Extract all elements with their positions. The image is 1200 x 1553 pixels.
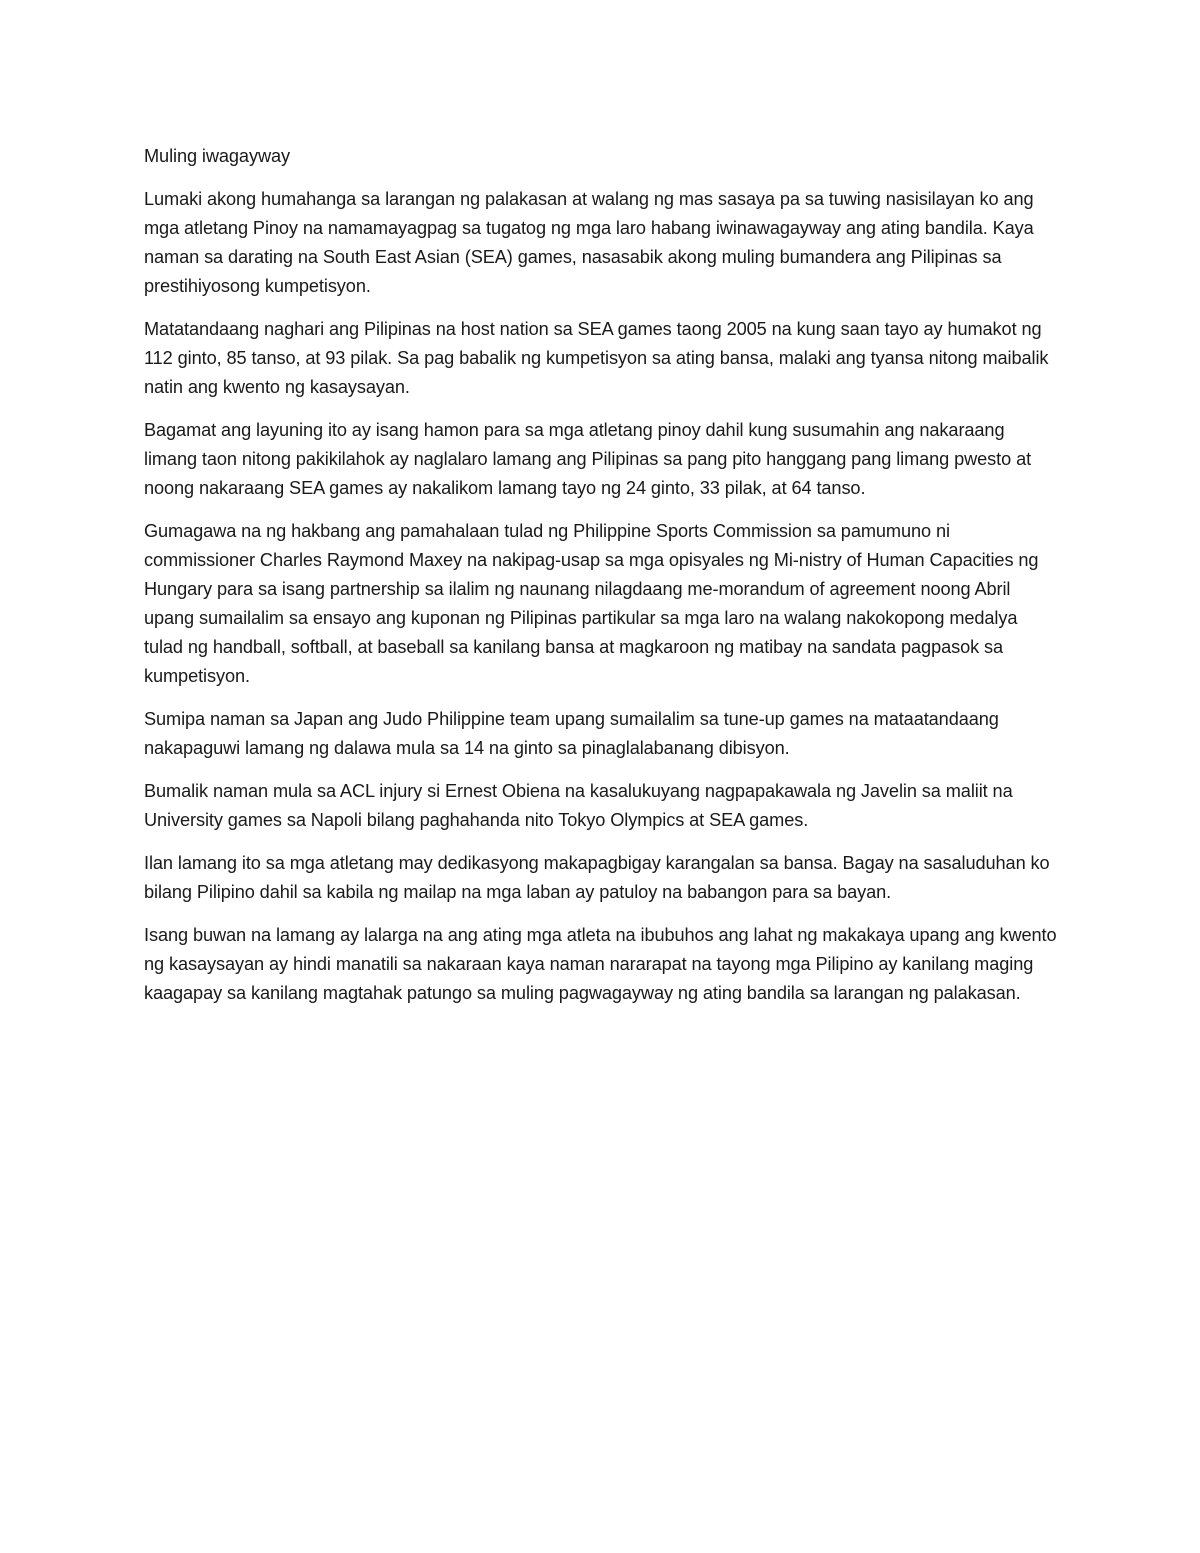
paragraph-7: Ilan lamang ito sa mga atletang may dedikasyong makapagbigay karangalan sa bansa. Bagay na sasaluduhan ko bilang Pilipino dahil sa kabila ng mailap na mga laban ay patuloy na babangon para sa bayan. <box>144 853 1050 902</box>
paragraph-1: Lumaki akong humahanga sa larangan ng palakasan at walang ng mas sasaya pa sa tuwing nasisilayan ko ang mga atletang Pinoy na namamayagpag sa tugatog ng mga laro habang iwinawagayway ang ating bandila. Kaya naman sa darating na South East Asian (SEA) games, nasasabik akong muling bumandera ang Pilipinas sa prestihiyosong kumpetisyon. <box>144 189 1034 296</box>
paragraph-2: Matatandaang naghari ang Pilipinas na host nation sa SEA games taong 2005 na kung saan tayo ay humakot ng 112 ginto, 85 tanso, at 93 pilak. Sa pag babalik ng kumpetisyon sa ating bansa, malaki ang tyansa nitong maibalik natin ang kwento ng kasaysayan. <box>144 319 1049 397</box>
document-title: Muling iwagayway <box>144 146 290 166</box>
paragraph-6: Bumalik naman mula sa ACL injury si Ernest Obiena na kasalukuyang nagpapakawala ng Javelin sa maliit na University games sa Napoli bilang paghahanda nito Tokyo Olympics at SEA games. <box>144 781 1013 830</box>
paragraph-4: Gumagawa na ng hakbang ang pamahalaan tulad ng Philippine Sports Commission sa pamumuno ni commissioner Charles Raymond Maxey na nakipag-usap sa mga opisyales ng Mi-nistry of Human Capacities ng Hungary para sa isang partnership sa ilalim ng naunang nilagdaang me-morandum of agreement noong Abril upang sumailalim sa ensayo ang kuponan ng Pilipinas partikular sa mga laro na walang nakokopong medalya tulad ng handball, softball, at baseball sa kanilang bansa at magkaroon ng matibay na sandata pagpasok sa kumpetisyon. <box>144 521 1039 686</box>
paragraph-8: Isang buwan na lamang ay lalarga na ang ating mga atleta na ibubuhos ang lahat ng makakaya upang ang kwento ng kasaysayan ay hindi manatili sa nakaraan kaya naman nararapat na tayong mga Pilipino ay kanilang maging kaagapay sa kanilang magtahak patungo sa muling pagwagayway ng ating bandila sa larangan ng palakasan. <box>144 925 1057 1003</box>
document-body <box>144 142 1058 1022</box>
paragraph-5: Sumipa naman sa Japan ang Judo Philippine team upang sumailalim sa tune-up games na mataatandaang nakapaguwi lamang ng dalawa mula sa 14 na ginto sa pinaglalabanang dibisyon. <box>144 709 999 758</box>
paragraph-3: Bagamat ang layuning ito ay isang hamon para sa mga atletang pinoy dahil kung susumahin ang nakaraang limang taon nitong pakikilahok ay naglalaro lamang ang Pilipinas sa pang pito hanggang pang limang pwesto at noong nakaraang SEA games ay nakalikom lamang tayo ng 24 ginto, 33 pilak, at 64 tanso. <box>144 420 1032 498</box>
